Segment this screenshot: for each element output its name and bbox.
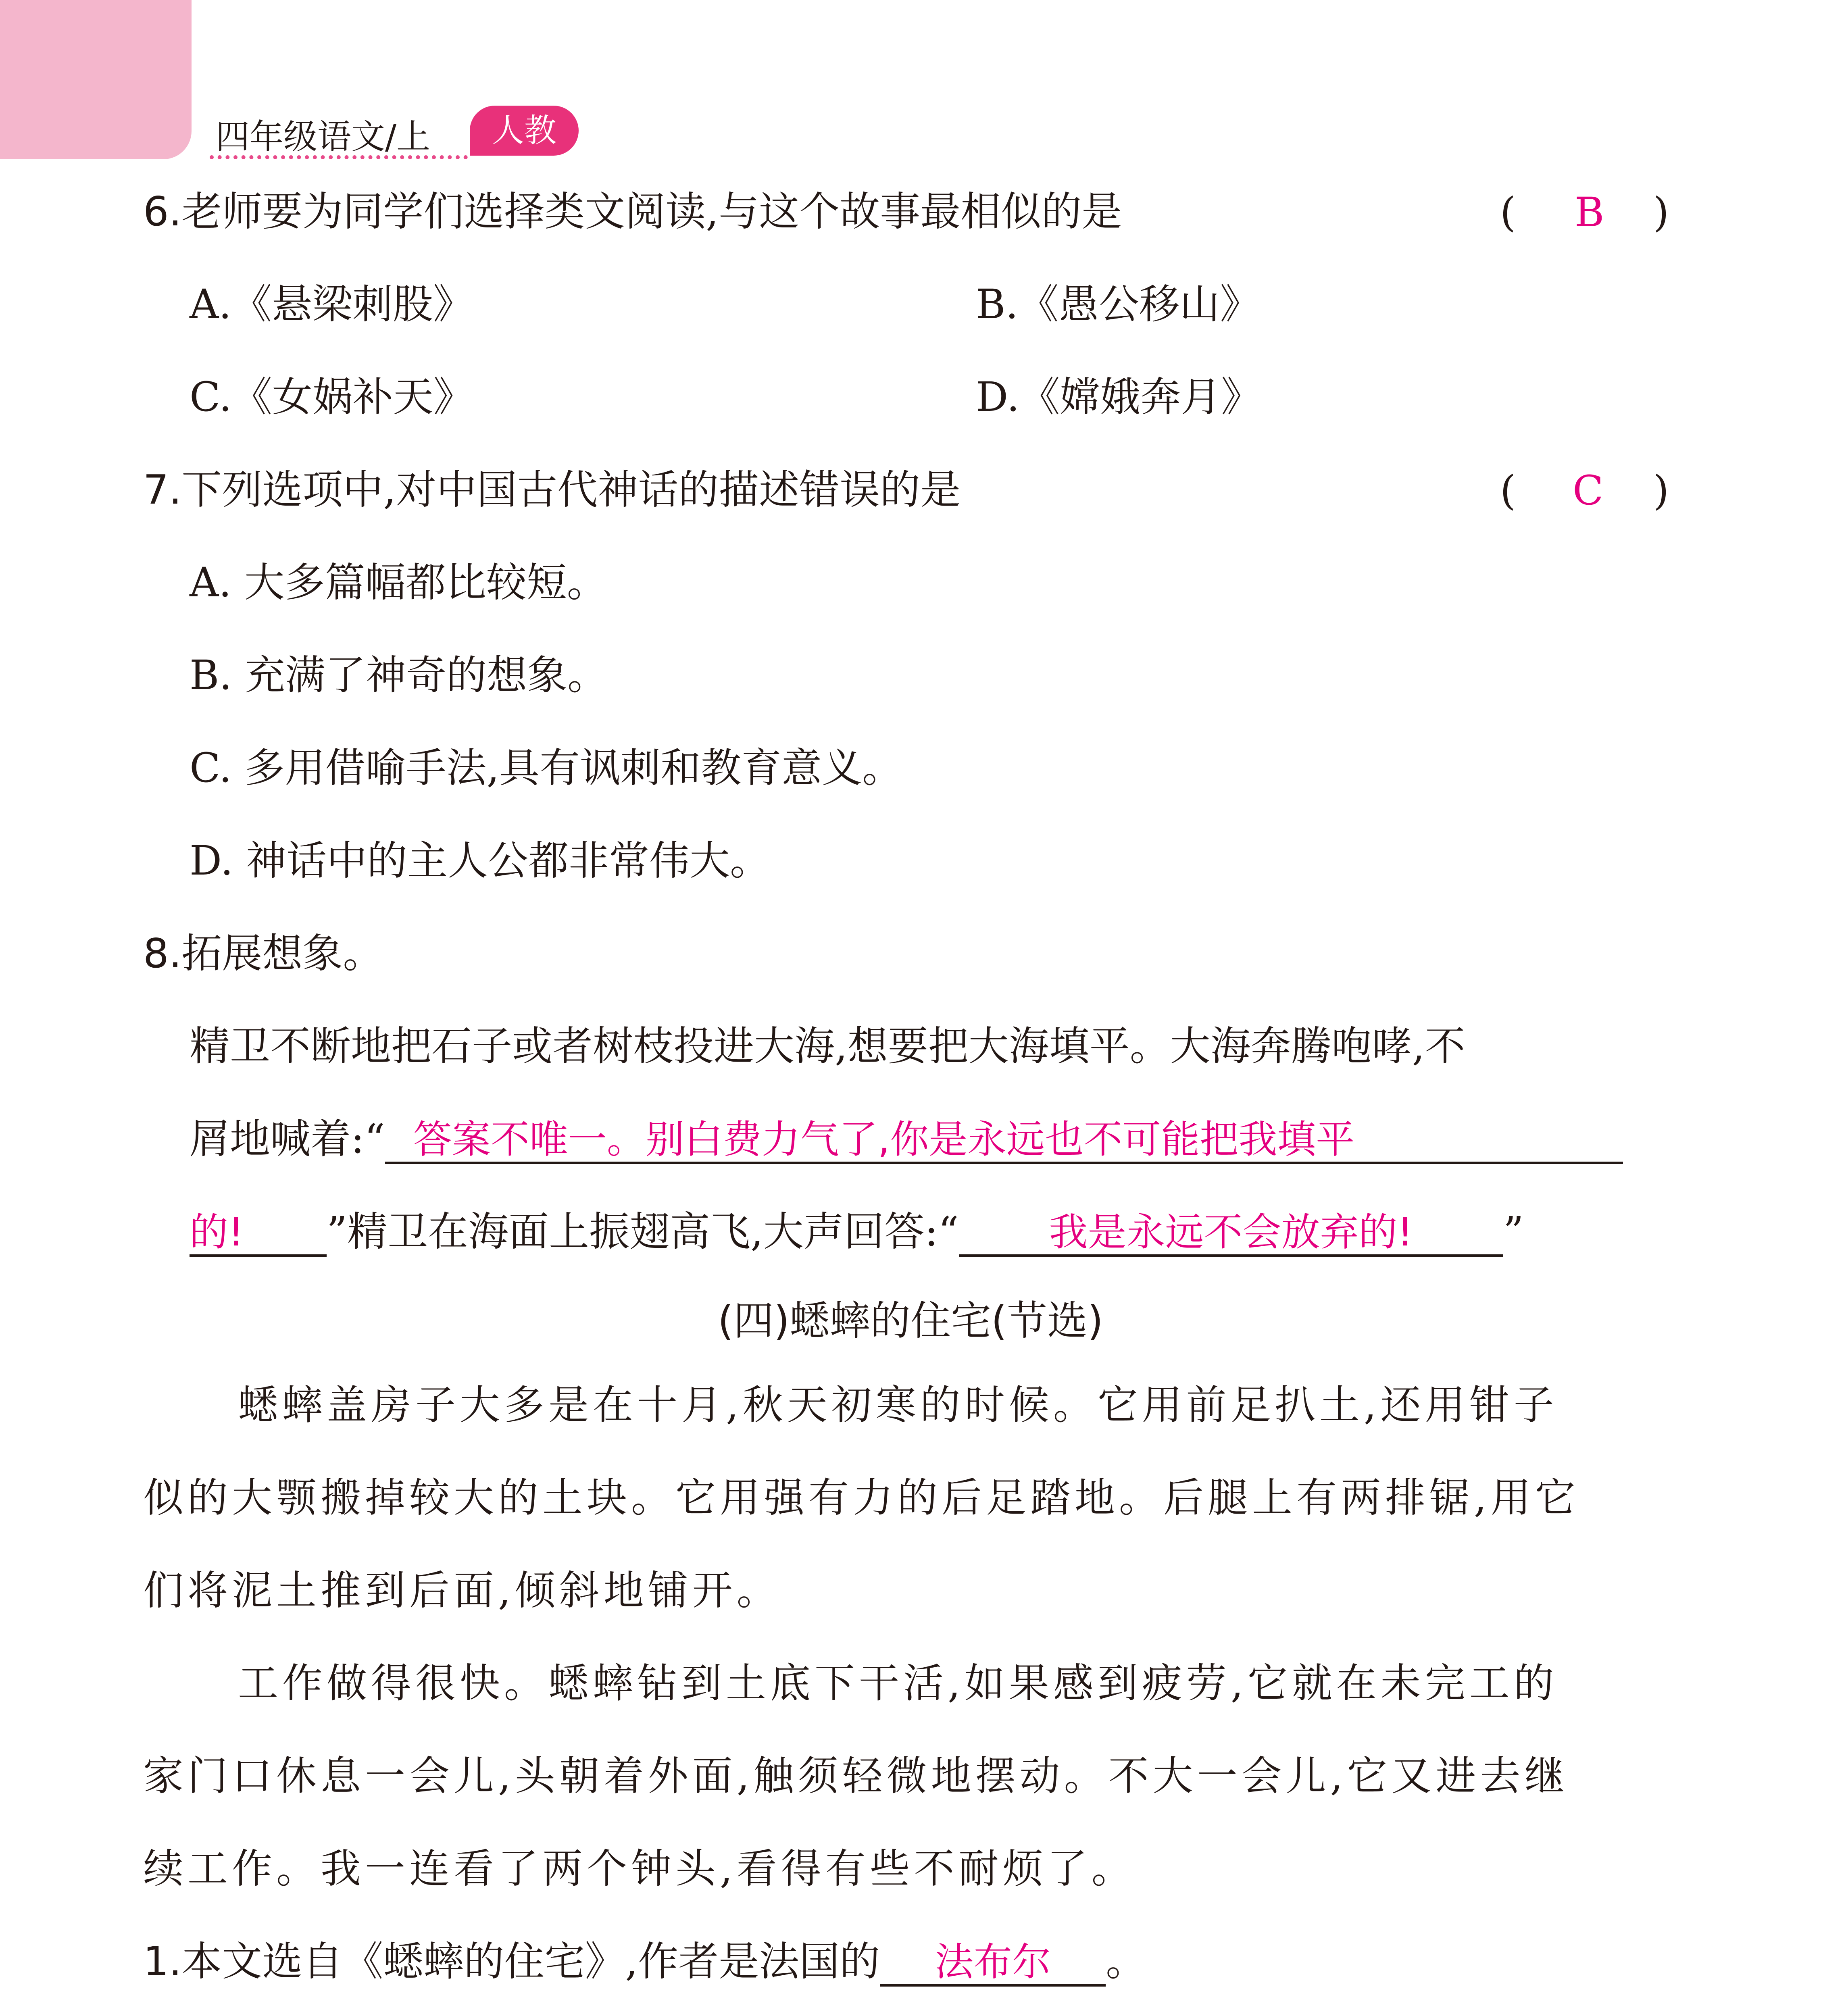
option-a: A. 大多篇幅都比较短。 (190, 559, 607, 606)
answer-blank: 的! (190, 1210, 327, 1257)
option-d: D. 神话中的主人公都非常伟大。 (190, 837, 771, 884)
passage-p1-line-3: 们将泥土推到后面,倾斜地铺开。 (143, 1567, 781, 1614)
question-number: 7. (143, 466, 182, 513)
question-number: 6. (143, 188, 182, 235)
option-c: C. 多用借喻手法,具有讽刺和教育意义。 (190, 744, 903, 791)
question-text: 老师要为同学们选择类文阅读,与这个故事最相似的是 (181, 188, 1122, 235)
paren-open: ( (1500, 467, 1516, 514)
passage-title: (四)蟋蟀的住宅(节选) (717, 1297, 1104, 1344)
passage-p1-line-1: 蟋蟀盖房子大多是在十月,秋天初寒的时候。它用前足扒土,还用钳子 (238, 1381, 1558, 1429)
paren-close: ) (1653, 189, 1669, 236)
question-7 (143, 466, 961, 514)
question-title: 拓展想象。 (181, 930, 383, 977)
option-d: D.《嫦娥奔月》 (976, 373, 1262, 421)
passage-p1-line-2: 似的大颚搬掉较大的土块。它用强有力的后足踏地。后腿上有两排锯,用它 (143, 1474, 1579, 1521)
option-a: A.《悬梁刺股》 (190, 281, 474, 328)
q8-closing-quote: ” (1503, 1208, 1524, 1255)
passage-question-1 (143, 1937, 1146, 1987)
passage-p2-line-3: 续工作。我一连看了两个钟头,看得有些不耐烦了。 (143, 1845, 1136, 1892)
question-text: 本文选自《蟋蟀的住宅》,作者是法国的 (181, 1938, 880, 1985)
q8-prompt: ”精卫在海面上振翅高飞,大声回答:“ (327, 1208, 959, 1255)
option-c: C.《女娲补天》 (190, 373, 474, 421)
passage-p2-line-1: 工作做得很快。蟋蟀钻到土底下干活,如果感到疲劳,它就在未完工的 (238, 1660, 1558, 1707)
question-text: 下列选项中,对中国古代神话的描述错误的是 (181, 466, 961, 513)
answer-choice: C (1573, 467, 1604, 514)
q8-line-1: 精卫不断地把石子或者树枝投进大海,想要把大海填平。大海奔腾咆哮,不 (190, 1023, 1465, 1070)
question-6 (143, 187, 1122, 236)
q8-line-3 (190, 1208, 1524, 1257)
grade-label: 四年级语文/上 (216, 117, 431, 156)
option-b: B.《愚公移山》 (976, 281, 1261, 328)
paren-open: ( (1500, 189, 1516, 236)
answer-blank: 答案不唯一。别白费力气了,你是永远也不可能把我填平 (385, 1117, 1623, 1164)
publisher-badge: 人教 (470, 106, 579, 156)
question-end: 。 (1106, 1938, 1146, 1985)
answer-blank: 我是永远不会放弃的! (959, 1210, 1503, 1257)
paren-close: ) (1653, 467, 1669, 514)
option-b: B. 充满了神奇的想象。 (190, 652, 608, 699)
q8-line-2 (190, 1115, 1623, 1164)
header-divider (210, 155, 468, 159)
passage-p2-line-2: 家门口休息一会儿,头朝着外面,触须轻微地摆动。不大一会儿,它又进去继 (143, 1752, 1569, 1799)
q8-prompt: 屑地喊着:“ (190, 1115, 385, 1162)
answer-blank: 法布尔 (880, 1940, 1106, 1987)
question-number: 1. (143, 1938, 182, 1985)
question-8 (143, 929, 383, 978)
question-number: 8. (143, 930, 182, 977)
corner-decoration (0, 0, 192, 159)
answer-choice: B (1575, 189, 1604, 236)
